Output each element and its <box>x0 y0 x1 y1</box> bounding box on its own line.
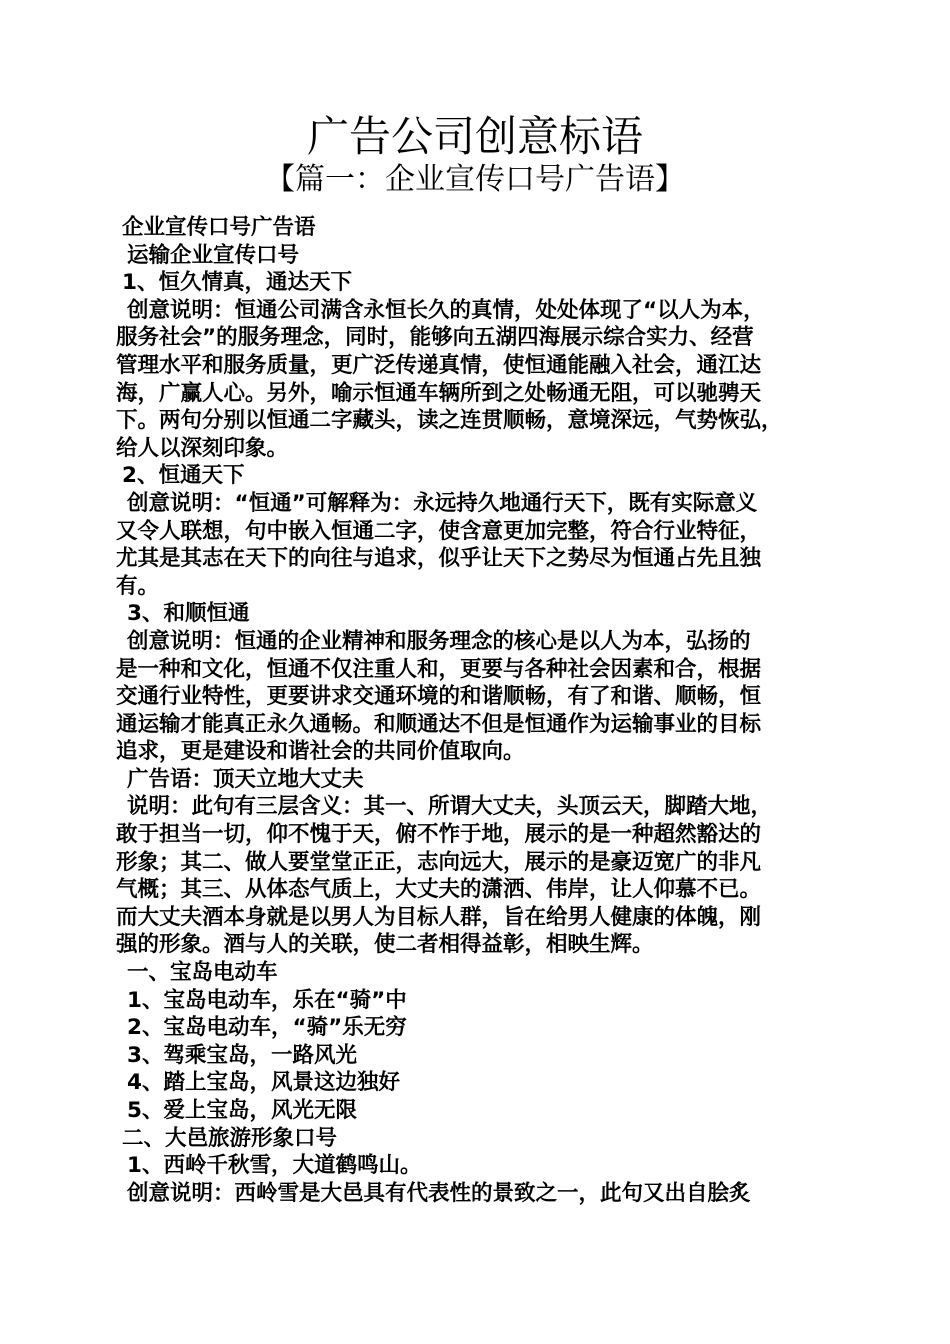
paragraph-line: 强的形象。酒与人的关联，使二者相得益彰，相映生辉。 <box>116 932 654 958</box>
paragraph-line: 气概；其三、从体态气质上，大丈夫的潇洒、伟岸，让人仰慕不已。 <box>116 877 762 903</box>
paragraph-line: 有。 <box>116 573 160 599</box>
paragraph-line: 下。两句分别以恒通二字藏头，读之连贯顺畅，意境深远，气势恢弘， <box>116 408 783 434</box>
paragraph-line: 形象；其二、做人要堂堂正正，志向远大，展示的是豪迈宽广的非凡 <box>116 849 762 875</box>
paragraph-line: 创意说明：恒通的企业精神和服务理念的核心是以人为本，弘扬的 <box>127 628 751 654</box>
list-item: 3、和顺恒通 <box>127 601 250 627</box>
section-heading: 一、宝岛电动车 <box>127 960 278 986</box>
paragraph-line: 创意说明：西岭雪是大邑具有代表性的景致之一，此句又出自脍炙 <box>127 1180 751 1206</box>
paragraph-line: 海，广赢人心。另外，喻示恒通车辆所到之处畅通无阻，可以驰骋天 <box>116 380 762 406</box>
list-item: 1、恒久情真，通达天下 <box>122 270 352 296</box>
list-item: 2、恒通天下 <box>122 463 245 489</box>
paragraph-line: 服务社会”的服务理念，同时，能够向五湖四海展示综合实力、经营 <box>116 325 754 351</box>
paragraph-line: 而大丈夫酒本身就是以男人为目标人群，旨在给男人健康的体魄，刚 <box>116 904 762 930</box>
list-item: 4、踏上宝岛，风景这边独好 <box>127 1070 400 1096</box>
paragraph-line: 管理水平和服务质量，更广泛传递真情，使恒通能融入社会，通江达 <box>116 352 762 378</box>
section-heading: 二、大邑旅游形象口号 <box>122 1125 338 1151</box>
document-title: 广告公司创意标语 <box>306 112 643 161</box>
paragraph-line: 追求，更是建设和谐社会的共同价值取向。 <box>116 739 525 765</box>
list-item: 1、西岭千秋雪，大道鹤鸣山。 <box>127 1153 422 1179</box>
paragraph-line: 说明：此句有三层含义：其一、所谓大丈夫，头顶云天，脚踏大地， <box>127 794 773 820</box>
paragraph-line: 通运输才能真正永久通畅。和顺通达不但是恒通作为运输事业的目标 <box>116 711 762 737</box>
list-item: 3、驾乘宝岛，一路风光 <box>127 1042 357 1068</box>
paragraph-line: 创意说明：恒通公司满含永恒长久的真情，处处体现了“以人为本， <box>127 297 765 323</box>
paragraph-line: 交通行业特性，更要讲求交通环境的和谐顺畅，有了和谐、顺畅，恒 <box>116 684 762 710</box>
heading-line: 广告语：顶天立地大丈夫 <box>127 766 364 792</box>
paragraph-line: 创意说明：“恒通”可解释为：永远持久地通行天下，既有实际意义 <box>127 490 758 516</box>
document-subtitle: 【篇一：企业宣传口号广告语】 <box>265 162 685 197</box>
heading-line: 运输企业宣传口号 <box>127 242 300 268</box>
paragraph-line: 是一种和文化，恒通不仅注重人和，更要与各种社会因素和合，根据 <box>116 656 762 682</box>
paragraph-line: 给人以深刻印象。 <box>116 435 289 461</box>
list-item: 1、宝岛电动车，乐在“骑”中 <box>127 987 407 1013</box>
paragraph-line: 又令人联想，句中嵌入恒通二字，使含意更加完整，符合行业特征， <box>116 518 762 544</box>
paragraph-line: 敢于担当一切，仰不愧于天，俯不怍于地，展示的是一种超然豁达的 <box>116 822 762 848</box>
heading-line: 企业宣传口号广告语 <box>122 215 316 240</box>
paragraph-line: 尤其是其志在天下的向往与追求，似乎让天下之势尽为恒通占先且独 <box>116 546 762 572</box>
list-item: 2、宝岛电动车，“骑”乐无穷 <box>127 1015 407 1041</box>
document-body <box>116 214 846 1207</box>
list-item: 5、爱上宝岛，风光无限 <box>127 1098 357 1123</box>
